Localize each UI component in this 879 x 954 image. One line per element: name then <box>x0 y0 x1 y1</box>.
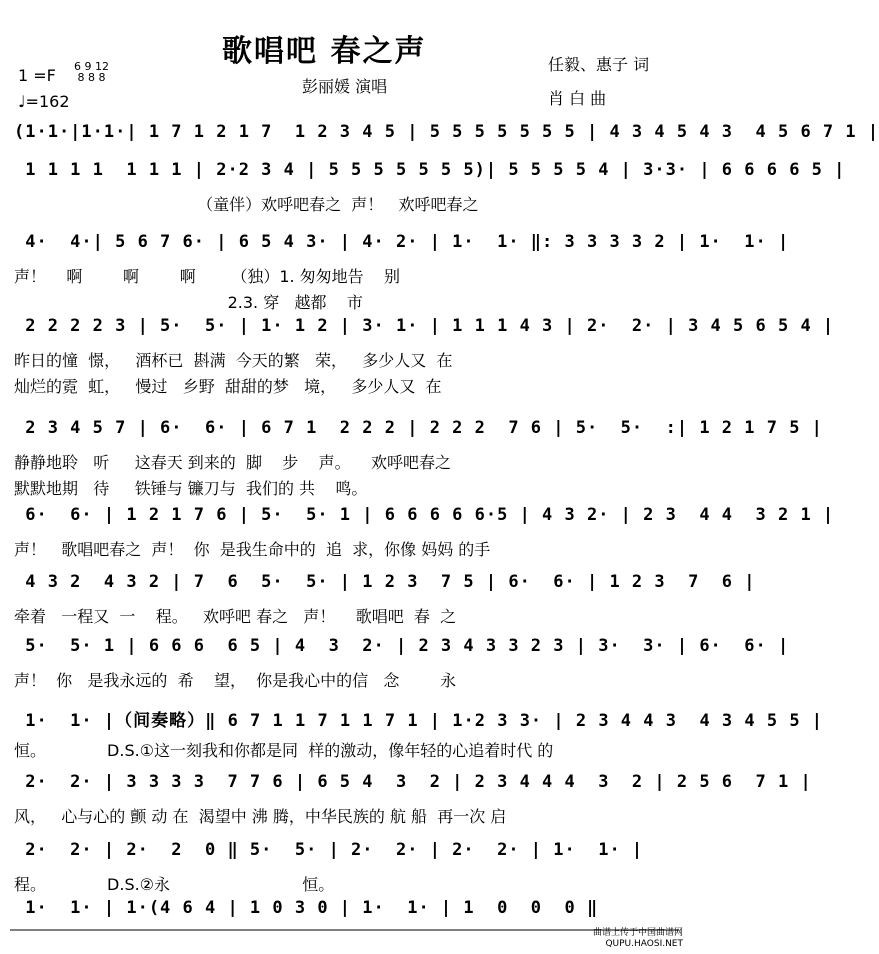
lyric-line-6-1: 声！ 歌唱吧春之 声！ 你 是我生命中的 追 求，你像 妈妈 的手 <box>14 540 491 559</box>
performer: 彭丽媛 演唱 <box>302 77 388 96</box>
lyric-line-7-1: 牵着 一程又 一 程。 欢呼吧 春之 声！ 歌唱吧 春 之 <box>14 607 457 626</box>
music-line-8: 5· 5· 1 | 6 6 6 6 5 | 4 3 2· | 2 3 4 3 3 2 3 | 3· 3· | 6· 6· | <box>14 636 790 656</box>
music-line-1: (1·1·|1·1·| 1 7 1 2 1 7 1 2 3 4 5 | 5 5 5 5 5 5 5 | 4 3 4 5 4 3 4 5 6 7 1 | <box>14 122 879 142</box>
time-signature <box>74 61 109 83</box>
lyric-line-9-1: 恒。 D.S.①这一刻我和你都是同 样的激动，像年轻的心追着时代 的 <box>14 741 554 760</box>
lyric-line-5-1: 静静地聆 听 这春天 到来的 脚 步 声。 欢呼吧春之 <box>14 453 451 472</box>
lyricist-credit: 任毅、惠子 词 <box>548 55 650 74</box>
lyric-line-4-2: 灿烂的霓 虹， 慢过 乡野 甜甜的梦 境， 多少人又 在 <box>14 377 442 396</box>
music-line-9: 1· 1· |（间奏略）‖ 6 7 1 1 7 1 1 7 1 | 1·2 3 3· | 2 3 4 4 3 4 3 4 5 5 | <box>14 711 824 731</box>
music-line-10: 2· 2· | 3 3 3 3 7 7 6 | 6 5 4 3 2 | 2 3 4 4 4 3 2 | 2 5 6 7 1 | <box>14 772 812 792</box>
music-line-7: 4 3 2 4 3 2 | 7 6 5· 5· | 1 2 3 7 5 | 6· 6· | 1 2 3 7 6 | <box>14 572 756 592</box>
music-line-6: 6· 6· | 1 2 1 7 6 | 5· 5· 1 | 6 6 6 6 6·5 | 4 3 2· | 2 3 4 4 3 2 1 | <box>14 505 835 525</box>
music-line-4: 2 2 2 2 3 | 5· 5· | 1· 1 2 | 3· 1· | 1 1 1 4 3 | 2· 2· | 3 4 5 6 5 4 | <box>14 316 835 336</box>
music-line-12: 1· 1· | 1·(4 6 4 | 1 0 3 0 | 1· 1· | 1 0 0 0 ‖ <box>14 898 599 918</box>
song-title: 歌唱吧 春之声 <box>222 34 427 69</box>
lyric-line-11-1: 程。 D.S.②永 恒。 <box>14 875 335 894</box>
lyric-line-3-2: 2.3. 穿 越都 市 <box>14 293 363 312</box>
lyric-line-4-1: 昨日的憧 憬， 酒杯已 斟满 今天的繁 荣， 多少人又 在 <box>14 351 453 370</box>
meter-bottom: 8 8 8 <box>77 71 106 84</box>
lyric-line-5-2: 默默地期 待 铁锤与 镰刀与 我们的 共 鸣。 <box>14 479 368 498</box>
lyric-line-2-1: （童伴）欢呼吧春之 声！ 欢呼吧春之 <box>14 195 479 214</box>
tempo-mark: ♩=162 <box>18 92 70 111</box>
music-line-5: 2 3 4 5 7 | 6· 6· | 6 7 1 2 2 2 | 2 2 2 7 6 | 5· 5· :| 1 2 1 7 5 | <box>14 418 823 438</box>
meter-top: 6 9 12 <box>74 60 109 73</box>
site-footer: 曲谱上传于中国曲谱网 QUPU.HAOSI.NET <box>592 928 683 949</box>
key-signature: 1 =F <box>18 66 56 85</box>
lyric-line-8-1: 声！ 你 是我永远的 希 望， 你是我心中的信 念 永 <box>14 671 457 690</box>
music-line-2: 1 1 1 1 1 1 1 | 2·2 3 4 | 5 5 5 5 5 5 5)| 5 5 5 5 4 | 3·3· | 6 6 6 6 5 | <box>14 160 846 180</box>
music-line-11: 2· 2· | 2· 2 0 ‖ 5· 5· | 2· 2· | 2· 2· | 1· 1· | <box>14 840 644 860</box>
composer-credit: 肖 白 曲 <box>548 89 607 108</box>
music-line-3: 4· 4·| 5 6 7 6· | 6 5 4 3· | 4· 2· | 1· 1· ‖: 3 3 3 3 2 | 1· 1· | <box>14 232 790 252</box>
lyric-line-3-1: 声！ 啊 啊 啊 （独）1. 匆匆地告 别 <box>14 267 401 286</box>
lyric-line-10-1: 风， 心与心的 颤 动 在 渴望中 沸 腾，中华民族的 航 船 再一次 启 <box>14 807 507 826</box>
